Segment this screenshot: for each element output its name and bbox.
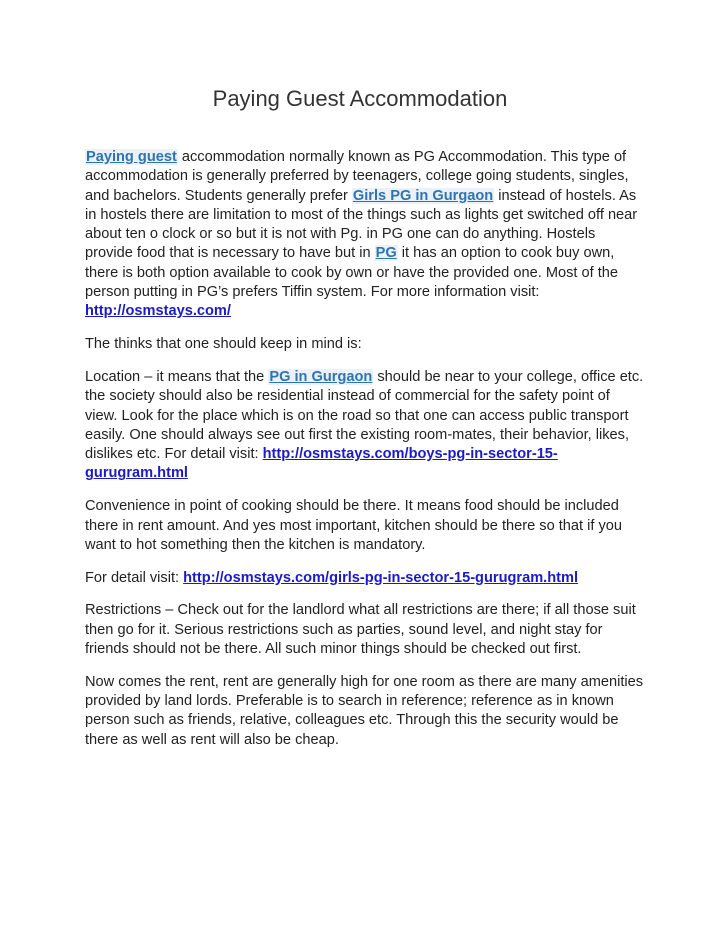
- paragraph-keep-in-mind: The thinks that one should keep in mind is:: [85, 336, 362, 353]
- paying-guest-link[interactable]: Paying guest: [86, 149, 177, 165]
- pg-link[interactable]: PG: [375, 245, 397, 262]
- paragraph-rent: Now comes the rent, rent are generally high for one room as there are many amenities provided by land lords. Preferable is to search in reference; reference as in known person such as friends, relative, colleagues etc. Through this the security would be there as well as rent will also be cheap.: [85, 673, 644, 748]
- girls-pg-link[interactable]: http://osmstays.com/girls-pg-in-sector-15-gurugram.html: [183, 569, 579, 586]
- paragraph-location: Location – it means that the PG in Gurgaon should be near to your college, office etc. the society should also be residential instead of commercial for the safety point of view. Look for the place which is on the road so that one can access public transport easily. One should always see out first the existing room-mates, their behavior, likes, dislikes etc. For detail visit: http://osmstays.com/boys-pg-in-sector-15-gurugram.html: [85, 368, 644, 482]
- boys-pg-link[interactable]: http://osmstays.com/boys-pg-in-sector-15-gurugram.html: [85, 446, 558, 482]
- osmstays-home-link[interactable]: http://osmstays.com/: [85, 303, 231, 320]
- document-body: [85, 148, 645, 764]
- page-title: Paying Guest Accommodation: [212, 86, 508, 111]
- paragraph-restrictions: Restrictions – Check out for the landlord what all restrictions are there; if all those suit then go for it. Serious restrictions such as parties, sound level, and night stay for friends should not be there. All such minor things should be checked out first.: [85, 602, 636, 658]
- paragraph-intro: Paying guest accommodation normally known as PG Accommodation. This type of accommodation is generally preferred by teenagers, college going students, singles, and bachelors. Students generally prefer Girls PG in Gurgaon instead of hostels. As in hostels there are limitation to most of the things such as lights get switched off near about ten o clock or so but it is not with Pg. in PG one can do anything. Hostels provide food that is necessary to have but in PG it has an option to cook buy own, there is both option available to cook by own or have the provided one. Most of the person putting in PG’s prefers Tiffin system. For more information visit: http://osmstays.com/: [85, 149, 638, 320]
- girls-pg-gurgaon-link[interactable]: Girls PG in Gurgaon: [352, 187, 494, 204]
- paragraph-detail-visit: For detail visit: http://osmstays.com/girls-pg-in-sector-15-gurugram.html: [85, 569, 579, 586]
- pg-in-gurgaon-link[interactable]: PG in Gurgaon: [269, 368, 373, 385]
- paragraph-convenience: Convenience in point of cooking should be there. It means food should be included there in rent amount. And yes most important, kitchen should be there so that if you want to hot something then the kitchen is mandatory.: [85, 498, 623, 553]
